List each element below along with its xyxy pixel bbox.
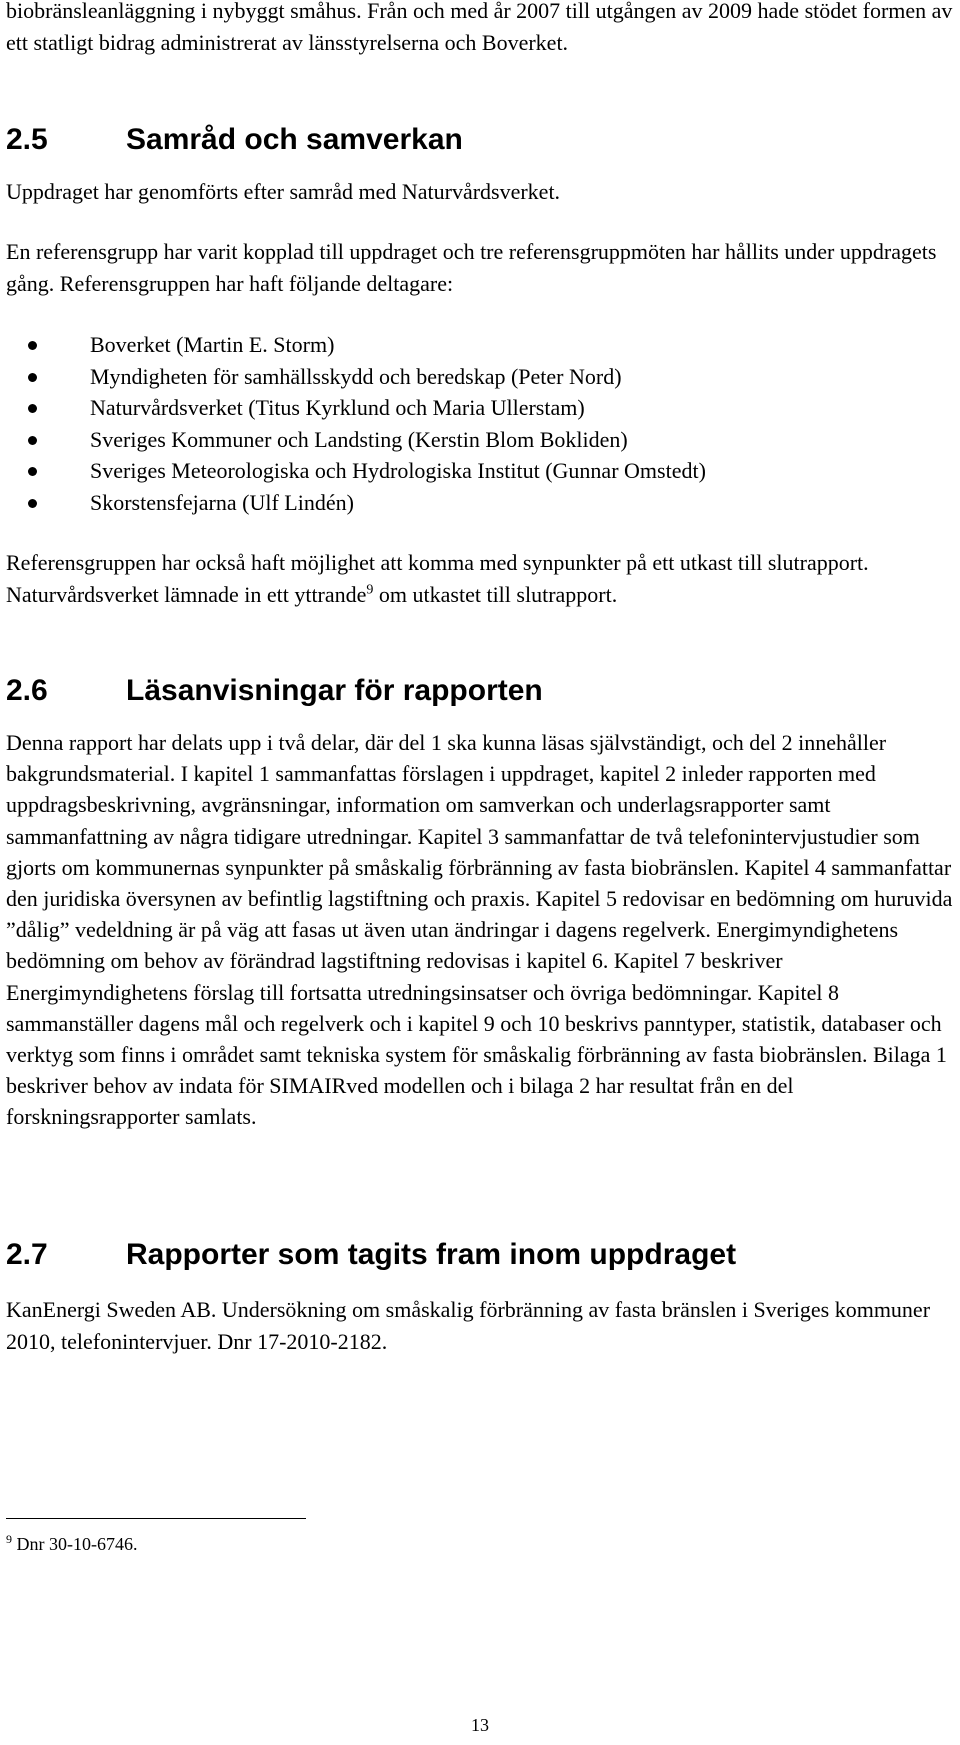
section-heading-2-6 [6, 673, 543, 709]
list-item: Sveriges Meteorologiska och Hydrologiska Institut (Gunnar Omstedt) [6, 455, 956, 487]
section-number: 2.5 [6, 123, 48, 156]
section-title: Rapporter som tagits fram inom uppdraget [126, 1238, 737, 1271]
section-title: Läsanvisningar för rapporten [126, 674, 543, 707]
footnote-text: Dnr 30-10-6746. [12, 1534, 138, 1554]
list-item: Naturvårdsverket (Titus Kyrklund och Maria Ullerstam) [6, 392, 956, 424]
paragraph-utkast: Referensgruppen har också haft möjlighet att komma med synpunkter på ett utkast till slutrapport. Naturvårdsverket lämnade in ett yttrande$^9$ om utkastet till slutrapport. [6, 550, 869, 607]
section-number: 2.7 [6, 1238, 48, 1271]
participant-list [6, 329, 956, 518]
section-heading-2-5 [6, 122, 463, 158]
bullet-icon [28, 467, 37, 476]
footnote [6, 1532, 137, 1556]
bullet-icon [28, 373, 37, 382]
bullet-icon [28, 499, 37, 508]
paragraph-lasanvisningar: Denna rapport har delats upp i två delar, där del 1 ska kunna läsas självständigt, och del 2 innehåller bakgrundsmaterial. I kapitel 1 sammanfattas förslagen i uppdraget, kapitel 2 inleder rapporten med uppdragsbeskrivning, avgränsningar, information om samverkan och underlagsrapporter samt sammanfattning av några tidigare utredningar. Kapitel 3 sammanfattar de två telefonintervjustudier som gjorts om kommunernas synpunkter på småskalig förbränning av fasta biobränslen. Kapitel 4 sammanfattar den juridiska översynen av befintlig lagstiftning och praxis. Kapitel 5 redovisar en bedömning om huruvida ”dålig” vedeldning är på väg att fasas ut även utan ändringar i dagens regelverk. Energimyndighetens bedömning om behov av förändrad lagstiftning redovisas i kapitel 6. Kapitel 7 beskriver Energimyndighetens förslag till fortsatta utredningsinsatser och övriga bedömningar. Kapitel 8 sammanställer dagens mål och regelverk och i kapitel 9 och 10 beskrivs panntyper, statistik, databaser och verktyg som finns i området samt tekniska system för småskalig förbränning av fasta biobränslen. Bilaga 1 beskriver behov av indata för SIMAIRved modellen och i bilaga 2 har resultat från en del forskningsrapporter samlats. [6, 730, 953, 1130]
footnote-number: 9 [6, 1532, 12, 1546]
footnote-divider [6, 1518, 306, 1519]
footnote-ref: 9 [366, 582, 374, 598]
list-item: Skorstensfejarna (Ulf Lindén) [6, 487, 956, 519]
paragraph-referensgrupp: En referensgrupp har varit kopplad till uppdraget och tre referensgruppmöten har hållits under uppdragets gång. Referensgruppen har haft följande deltagare: [6, 239, 937, 296]
bullet-icon [28, 404, 37, 413]
page-number: 13 [471, 1715, 489, 1735]
list-item: Boverket (Martin E. Storm) [6, 329, 956, 361]
bullet-icon [28, 341, 37, 350]
bullet-icon [28, 436, 37, 445]
section-title: Samråd och samverkan [126, 123, 463, 156]
section-number: 2.6 [6, 674, 48, 707]
list-item: Myndigheten för samhällsskydd och beredskap (Peter Nord) [6, 361, 956, 393]
section-heading-2-7 [6, 1237, 736, 1273]
paragraph-rapporter: KanEnergi Sweden AB. Undersökning om småskalig förbränning av fasta bränslen i Sveriges kommuner 2010, telefonintervjuer. Dnr 17-2010-2182. [6, 1297, 931, 1354]
list-item: Sveriges Kommuner och Landsting (Kerstin Blom Bokliden) [6, 424, 956, 456]
paragraph-samrad: Uppdraget har genomförts efter samråd med Naturvårdsverket. [6, 179, 561, 204]
intro-paragraph: biobränsleanläggning i nybyggt småhus. Från och med år 2007 till utgången av 2009 hade stödet formen av ett statligt bidrag administrerat av länsstyrelserna och Boverket. [6, 0, 953, 55]
